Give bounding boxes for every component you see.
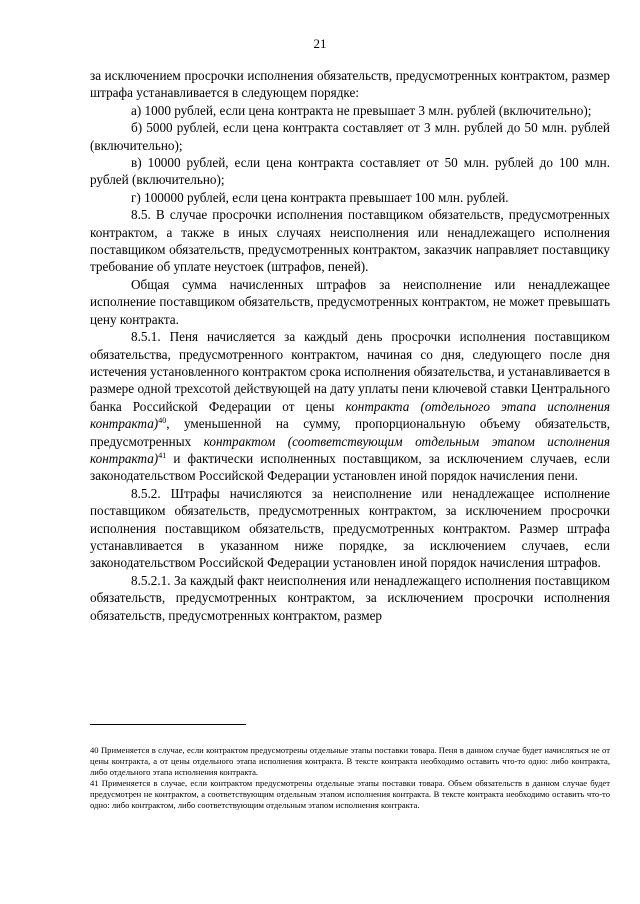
text-run: , уменьшенной на сумму, пропорциональную объему обязательств, предусмотренных bbox=[90, 416, 610, 449]
footnote-ref-40[interactable]: 40 bbox=[158, 416, 167, 426]
paragraph-total-fines: Общая сумма начисленных штрафов за неисполнение или ненадлежащее исполнение поставщиком обязательств, предусмотренных контрактом, не может превышать цену контракта. bbox=[90, 276, 610, 327]
body-text bbox=[90, 67, 610, 624]
footnote-separator bbox=[90, 724, 246, 725]
footnote-40: 40 Применяется в случае, если контрактом предусмотрены отдельные этапы поставки товара. Пеня в данном случае будет начисляться не от цены контракта, а от цены отдельного этапа исполнения контракта. В тексте контракта необходимо оставить что-то одно: либо контракта, либо отдельного этапа исполнения контракта. bbox=[90, 745, 610, 777]
paragraph-8-5: 8.5. В случае просрочки исполнения поставщиком обязательств, предусмотренных контрактом, а также в иных случаях неисполнения или ненадлежащего исполнения поставщиком обязательств, предусмотренных контрактом, заказчик направляет поставщику требование об уплате неустоек (штрафов, пеней). bbox=[90, 207, 610, 275]
footnote-41: 41 Применяется в случае, если контрактом предусмотрены отдельные этапы поставки товара. Объем обязательств в данном случае будет предусмотрен не контрактом, а соответствующим отдельным этапом исполнения контракта. В тексте контракта необходимо оставить что-то одно: либо контрактом, либо соответствующим отдельным этапом исполнения контракта. bbox=[90, 778, 610, 810]
text-run: 8.5.1. Пеня начисляется за каждый день просрочки исполнения поставщиком обязательства, предусмотренного контрактом, начиная со дня, следующего после дня истечения установленного контрактом срока исполнения обязательства, и устанавливается в размере одной трехсотой действующей на дату уплаты пени ключевой ставки Центрального банка Российской Федерации от цены bbox=[90, 329, 610, 414]
page-number: 21 bbox=[313, 36, 327, 51]
text-run: и фактически исполненных поставщиком, за исключением случаев, если законодательством Российской Федерации установлен иной порядок начисления пени. bbox=[90, 450, 610, 484]
paragraph-8-5-2: 8.5.2. Штрафы начисляются за неисполнение или ненадлежащее исполнение поставщиком обязательств, предусмотренных контрактом, за исключением просрочки исполнения поставщиком обязательств, предусмотренных контрактом. Размер штрафа устанавливается в указанном ниже порядке, за исключением случаев, если законодательством Российской Федерации установлен иной порядок начисления штрафов. bbox=[90, 485, 610, 571]
list-item-v: в) 10000 рублей, если цена контракта составляет от 50 млн. рублей до 100 млн. рублей (включительно); bbox=[90, 155, 610, 188]
paragraph-8-5-1 bbox=[90, 328, 610, 485]
paragraph-intro: за исключением просрочки исполнения обязательств, предусмотренных контрактом, размер штрафа устанавливается в следующем порядке: bbox=[90, 68, 610, 101]
paragraph-8-5-2-1: 8.5.2.1. За каждый факт неисполнения или ненадлежащего исполнения поставщиком обязательств, предусмотренных контрактом, за исключением просрочки исполнения обязательств, предусмотренных контрактом, размер bbox=[90, 572, 610, 623]
list-item-a: а) 1000 рублей, если цена контракта не превышает 3 млн. рублей (включительно); bbox=[131, 102, 592, 118]
list-item-g: г) 100000 рублей, если цена контракта превышает 100 млн. рублей. bbox=[131, 189, 509, 205]
italic-run: контракта (отдельного этапа исполнения контракта) bbox=[90, 398, 610, 432]
italic-run: контрактом (соответствующим отдельным этапом исполнения контракта) bbox=[90, 433, 610, 466]
footnote-ref-41[interactable]: 41 bbox=[158, 450, 167, 460]
list-item-b: б) 5000 рублей, если цена контракта составляет от 3 млн. рублей до 50 млн. рублей (включительно); bbox=[90, 120, 610, 153]
footnotes bbox=[90, 745, 610, 811]
